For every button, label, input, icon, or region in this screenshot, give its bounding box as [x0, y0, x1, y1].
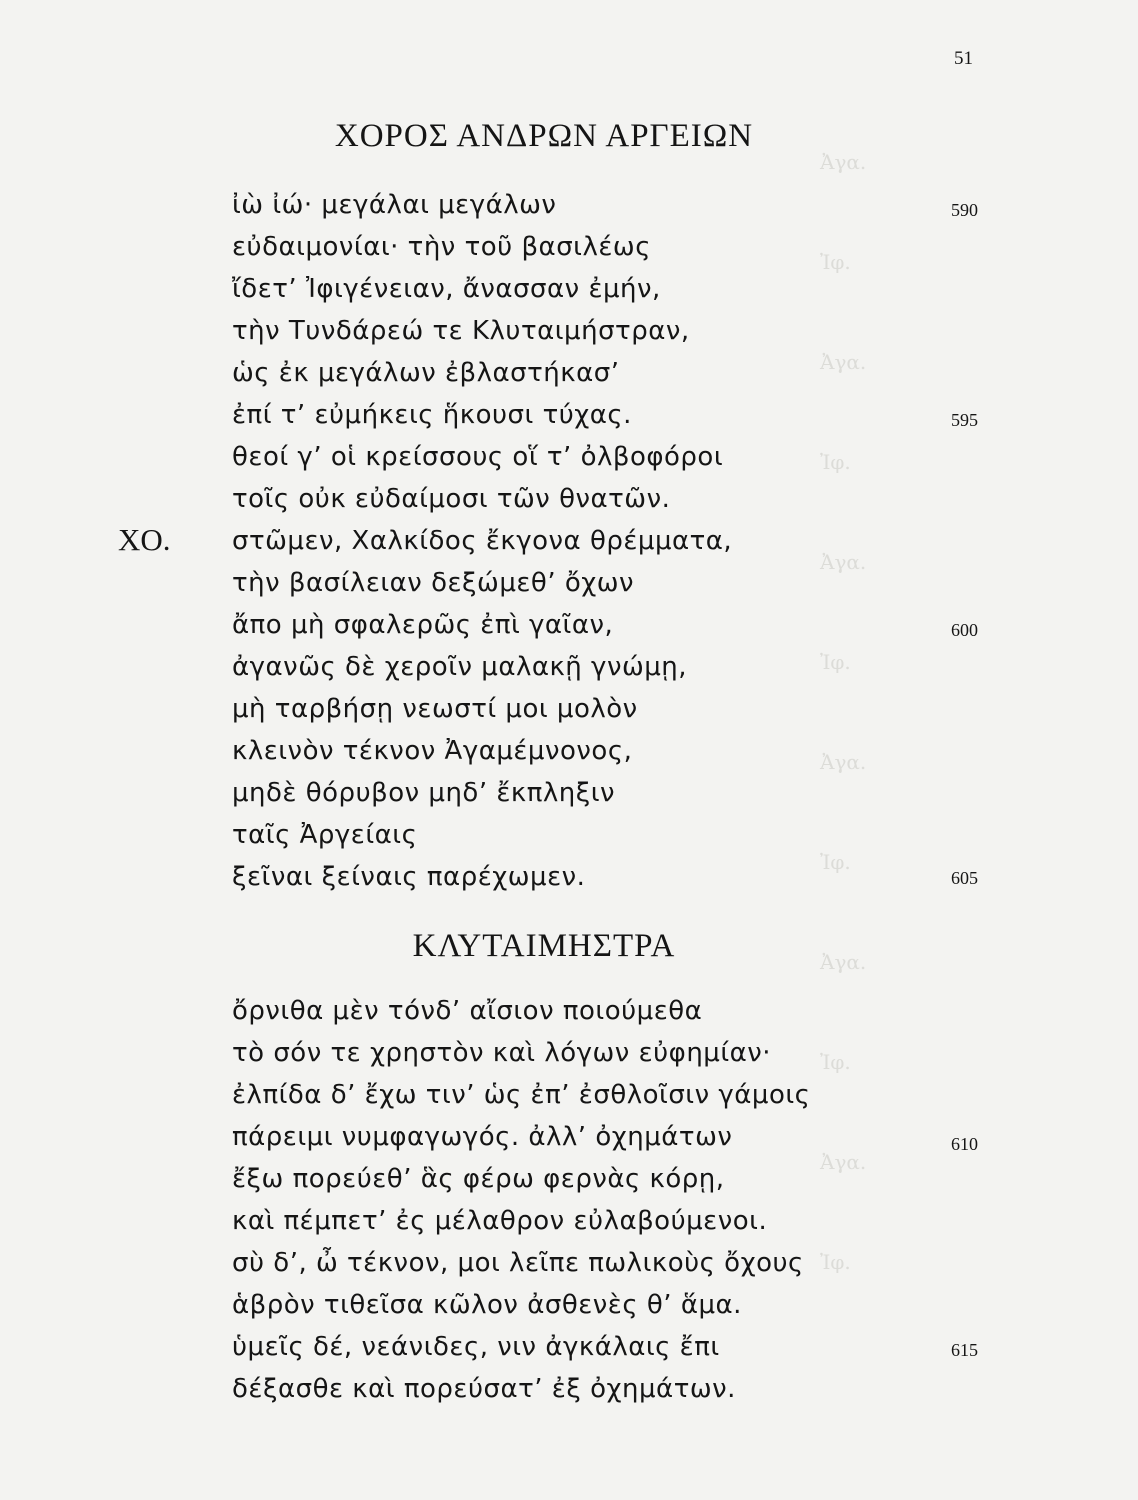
verse-line: τὴν Τυνδάρεώ τε Κλυταιμήστραν, — [232, 316, 690, 346]
verse-line: μὴ ταρβήσῃ νεωστί μοι μολὸν — [232, 694, 638, 724]
line-number: 605 — [951, 868, 978, 888]
line-number: 610 — [951, 1134, 978, 1154]
verse-line: πάρειμι νυμφαγωγός. ἀλλ’ ὀχημάτων — [232, 1122, 733, 1152]
verse-line: ἴδετ’ Ἰφιγένειαν, ἄνασσαν ἐμήν, — [232, 274, 661, 304]
verse-line: ἔξω πορεύεθ’ ἃς φέρω φερνὰς κόρῃ, — [232, 1164, 725, 1194]
verse-line: ξεῖναι ξείναις παρέχωμεν. — [232, 862, 586, 892]
verse-line: καὶ πέμπετ’ ἐς μέλαθρον εὐλαβούμενοι. — [232, 1206, 768, 1236]
verse-line: τὴν βασίλειαν δεξώμεθ’ ὄχων — [232, 568, 635, 598]
line-number: 590 — [951, 200, 978, 220]
speaker-label: ΧΟ. — [118, 522, 171, 557]
verse-line: δέξασθε καὶ πορεύσατ’ ἐξ ὀχημάτων. — [232, 1374, 736, 1404]
verse-line: σὺ δ’, ὦ τέκνον, μοι λεῖπε πωλικοὺς ὄχους — [232, 1248, 804, 1278]
verse-line: τοῖς οὐκ εὐδαίμοσι τῶν θνατῶν. — [232, 484, 671, 514]
bleed-through: Ἀγα. Ἰφ. Ἀγα. Ἰφ. Ἀγα. Ἰφ. Ἀγα. Ἰφ. Ἀγα. Ἰφ. Ἀγα. Ἰφ. — [820, 150, 867, 1274]
verse-line: ταῖς Ἀργείαις — [232, 820, 418, 850]
verse-line: ὄρνιθα μὲν τόνδ’ αἴσιον ποιούμεθα — [232, 996, 703, 1026]
section-heading-chorus: ΧΟΡΟΣ ΑΝΔΡΩΝ ΑΡΓΕΙΩΝ — [334, 118, 754, 154]
verse-line: ἰὼ ἰώ· μεγάλαι μεγάλων — [232, 190, 557, 220]
verse-line: στῶμεν, Χαλκίδος ἔκγονα θρέμματα, — [232, 526, 733, 556]
verse-line: κλεινὸν τέκνον Ἀγαμέμνονος, — [232, 736, 633, 766]
verse-line: ἄπο μὴ σφαλερῶς ἐπὶ γαῖαν, — [232, 610, 614, 640]
line-number: 615 — [951, 1340, 978, 1360]
line-number: 600 — [951, 620, 978, 640]
verse-line: εὐδαιμονίαι· τὴν τοῦ βασιλέως — [232, 232, 651, 262]
section-heading-clytaemestra: ΚΛΥΤΑΙΜΗΣΤΡΑ — [412, 928, 676, 964]
verse-line: μηδὲ θόρυβον μηδ’ ἔκπληξιν — [232, 778, 616, 808]
line-number: 595 — [951, 410, 978, 430]
verse-line: θεοί γ’ οἱ κρείσσους οἵ τ’ ὀλβοφόροι — [232, 442, 724, 472]
verse-line: ἐλπίδα δ’ ἔχω τιν’ ὡς ἐπ’ ἐσθλοῖσιν γάμοις — [232, 1080, 811, 1110]
verse-line: ὑμεῖς δέ, νεάνιδες, νιν ἀγκάλαις ἔπι — [232, 1332, 720, 1362]
verse-line: ἁβρὸν τιθεῖσα κῶλον ἀσθενὲς θ’ ἅμα. — [232, 1290, 742, 1320]
page-number: 51 — [954, 48, 973, 69]
verse-line: ἀγανῶς δὲ χεροῖν μαλακῇ γνώμῃ, — [232, 652, 688, 682]
verse-line: ἐπί τ’ εὐμήκεις ἥκουσι τύχας. — [232, 400, 632, 430]
verse-line: τὸ σόν τε χρηστὸν καὶ λόγων εὐφημίαν· — [232, 1038, 772, 1068]
verse-line: ὡς ἐκ μεγάλων ἐβλαστήκασ’ — [232, 358, 620, 388]
